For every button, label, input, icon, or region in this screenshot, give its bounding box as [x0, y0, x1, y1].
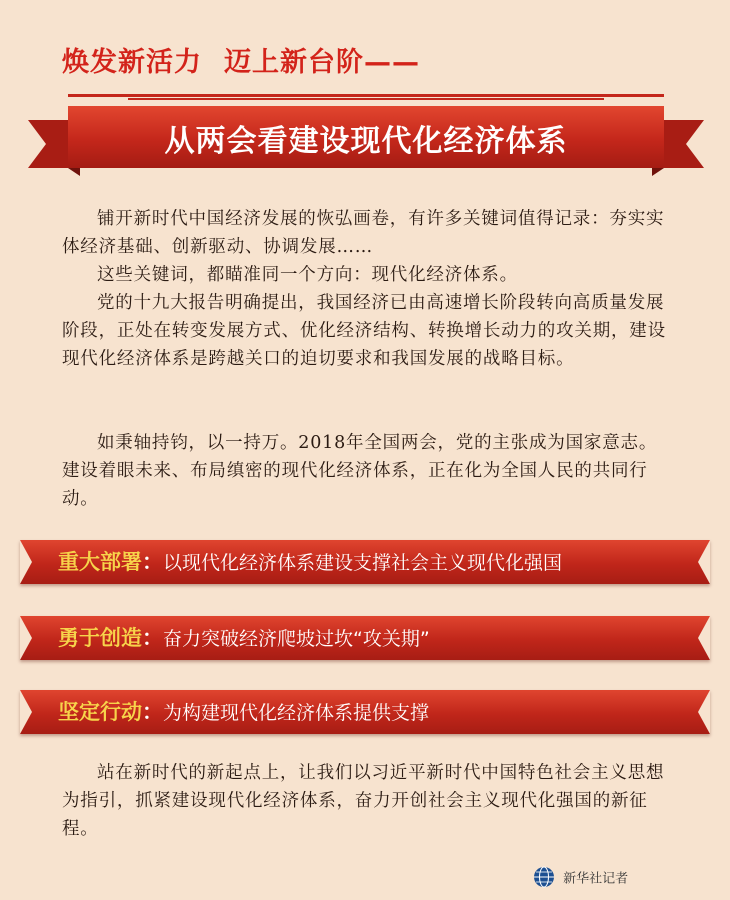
headline-part2: 迈上新台阶—— [224, 47, 420, 78]
page-title: 从两会看建设现代化经济体系 [164, 124, 568, 159]
xinhua-globe-icon [533, 866, 555, 888]
credit-text: 新华社记者 [563, 871, 629, 887]
section-banner-text: 为构建现代化经济体系提供支撑 [163, 702, 430, 724]
headline [62, 40, 420, 79]
paragraph-closing: 站在新时代的新起点上，让我们以习近平新时代中国特色社会主义思想为指引，抓紧建设现代化经济体系，奋力开创社会主义现代化强国的新征程。 [62, 763, 665, 839]
section-banner-key: 坚定行动 [58, 700, 142, 724]
section-banner-key: 重大部署 [58, 550, 142, 574]
section-banner-3 [20, 690, 710, 734]
footer-credit [533, 866, 628, 888]
section-banner-separator: ： [142, 626, 163, 650]
paragraph-direction: 这些关键词，都瞄准同一个方向：现代化经济体系。 [97, 265, 518, 285]
title-ribbon [28, 90, 704, 180]
paragraph-report: 党的十九大报告明确提出，我国经济已由高速增长阶段转向高质量发展阶段，正处在转变发展方式、优化经济结构、转换增长动力的攻关期，建设现代化经济体系是跨越关口的迫切要求和我国发展的战略目标。 [62, 293, 666, 369]
section-banner-text: 奋力突破经济爬坡过坎“攻关期” [163, 628, 430, 650]
paragraph-sessions: 如秉轴持钧，以一持万。2018年全国两会，党的主张成为国家意志。建设着眼未来、布局缜密的现代化经济体系，正在化为全国人民的共同行动。 [62, 433, 658, 509]
section-banner-separator: ： [142, 550, 163, 574]
section-banner-2 [20, 616, 710, 660]
section-banner-separator: ： [142, 700, 163, 724]
section-banner-key: 勇于创造 [58, 626, 142, 650]
section-banner-1 [20, 540, 710, 584]
headline-part1: 焕发新活力 [62, 47, 202, 78]
paragraph-intro: 铺开新时代中国经济发展的恢弘画卷，有许多关键词值得记录：夯实实体经济基础、创新驱动、协调发展…… [62, 209, 665, 257]
section-banner-text: 以现代化经济体系建设支撑社会主义现代化强国 [163, 552, 563, 574]
